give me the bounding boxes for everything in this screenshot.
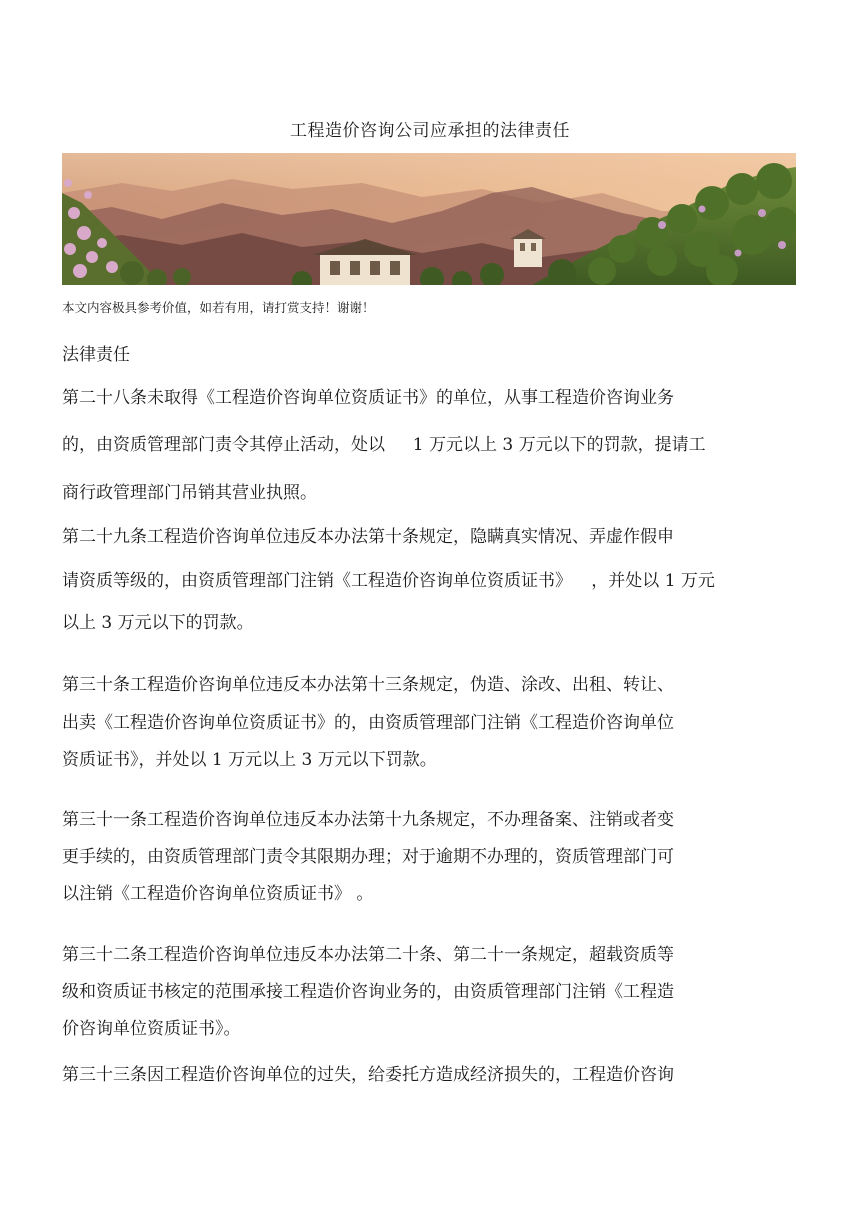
section-heading: 法律责任 [62, 345, 130, 365]
body-line: 第三十一条工程造价咨询单位违反本办法第十九条规定，不办理备案、注销或者变 [62, 810, 674, 830]
body-line: 第二十八条未取得《工程造价咨询单位资质证书》的单位，从事工程造价咨询业务 [62, 388, 674, 408]
body-line: 价咨询单位资质证书》。 [62, 1019, 241, 1039]
body-line: 出卖《工程造价咨询单位资质证书》的，由资质管理部门注销《工程造价咨询单位 [62, 713, 674, 733]
reference-note: 本文内容极具参考价值，如若有用，请打赏支持！谢谢！ [62, 300, 375, 315]
body-line: 级和资质证书核定的范围承接工程造价咨询业务的，由资质管理部门注销《工程造 [62, 982, 674, 1002]
body-line: 第三十条工程造价咨询单位违反本办法第十三条规定，伪造、涂改、出租、转让、 [62, 675, 674, 695]
body-line: 以上 3 万元以下的罚款。 [62, 613, 254, 633]
document-title: 工程造价咨询公司应承担的法律责任 [290, 121, 570, 141]
body-line: 第三十三条因工程造价咨询单位的过失，给委托方造成经济损失的，工程造价咨询 [62, 1065, 674, 1085]
body-line: 商行政管理部门吊销其营业执照。 [62, 483, 317, 503]
body-line: 更手续的，由资质管理部门责令其限期办理；对于逾期不办理的，资质管理部门可 [62, 847, 674, 867]
body-line: 请资质等级的，由资质管理部门注销《工程造价咨询单位资质证书》 ，并处以 1 万元 [62, 571, 715, 591]
body-line: 以注销《工程造价咨询单位资质证书》 。 [62, 884, 374, 904]
banner-image [62, 153, 796, 285]
body-line: 的，由资质管理部门责令其停止活动，处以 1 万元以上 3 万元以下的罚款，提请工 [62, 435, 706, 455]
body-line: 第三十二条工程造价咨询单位违反本办法第二十条、第二十一条规定，超载资质等 [62, 945, 674, 965]
body-line: 资质证书》，并处以 1 万元以上 3 万元以下罚款。 [62, 750, 437, 770]
body-line: 第二十九条工程造价咨询单位违反本办法第十条规定，隐瞒真实情况、弄虚作假申 [62, 527, 674, 547]
